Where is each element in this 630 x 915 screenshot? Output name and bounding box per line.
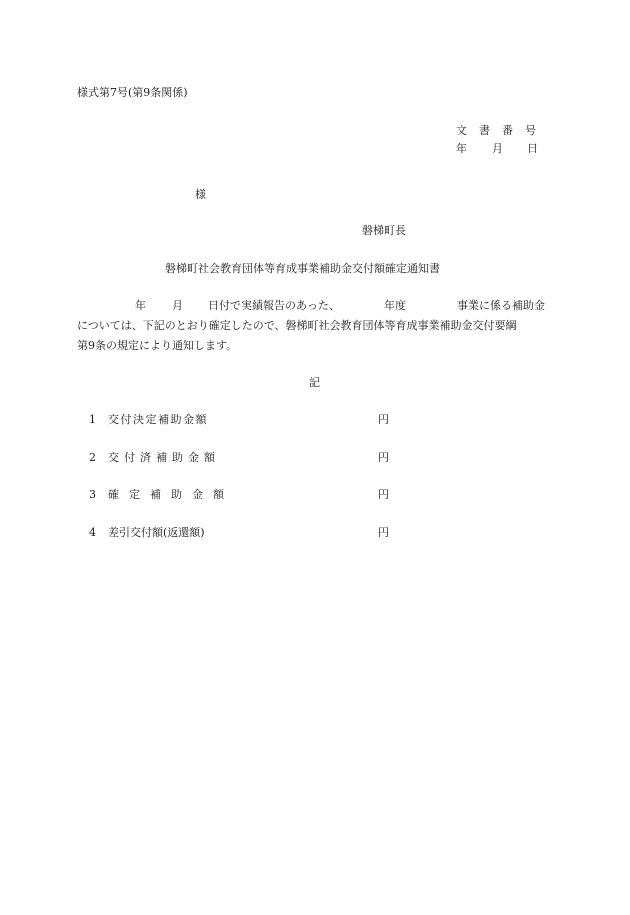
- date-month-label: 月: [492, 142, 503, 155]
- item-unit: 円: [378, 526, 389, 539]
- body-day-text: 日付で実績報告のあった、: [208, 299, 340, 312]
- item-number: 2: [89, 451, 96, 464]
- item-number: 4: [89, 526, 96, 539]
- body-line3: 第9条の規定により通知します。: [77, 339, 238, 352]
- date-year-label: 年: [456, 142, 467, 155]
- addressee-suffix: 様: [195, 188, 206, 201]
- item-label: 確定補助金額: [108, 488, 234, 501]
- item-number: 3: [89, 488, 96, 501]
- item-unit: 円: [378, 451, 389, 464]
- ki-heading: 記: [309, 376, 320, 389]
- document-number-label: 文書番号: [456, 124, 548, 137]
- date-day-label: 日: [527, 142, 538, 155]
- body-year: 年: [135, 299, 146, 312]
- issuer: 磐梯町長: [362, 224, 406, 237]
- document-title: 磐梯町社会教育団体等育成事業補助金交付額確定通知書: [165, 262, 440, 275]
- body-month: 月: [172, 299, 183, 312]
- body-fiscal-year: 年度: [384, 299, 406, 312]
- item-number: 1: [89, 413, 96, 426]
- item-label: 差引交付額(返還額): [108, 526, 205, 539]
- form-number: 様式第7号(第9条関係): [77, 86, 188, 99]
- item-label: 交付決定補助金額: [108, 413, 208, 426]
- body-line1-end: 事業に係る補助金: [457, 299, 545, 312]
- item-unit: 円: [378, 413, 389, 426]
- item-unit: 円: [378, 488, 389, 501]
- body-line2: については、下記のとおり確定したので、磐梯町社会教育団体等育成事業補助金交付要綱: [77, 319, 517, 332]
- item-label: 交付済補助金額: [108, 451, 220, 464]
